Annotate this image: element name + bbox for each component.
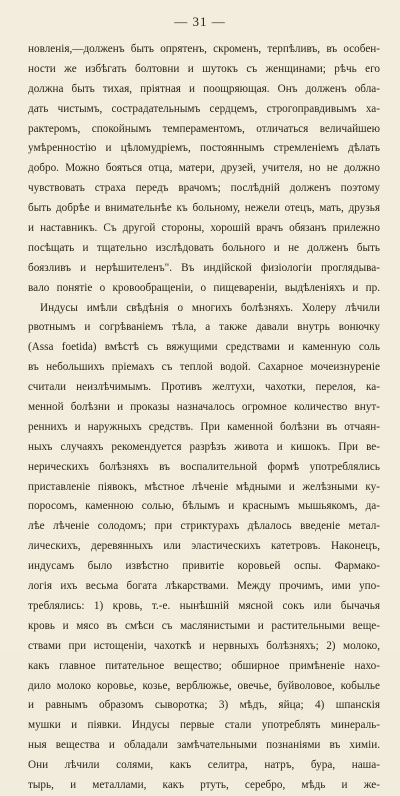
text-line: ствами при истощеніи, чахоткѣ и нервныхъ болѣзняхъ; 2) молоко, [28,639,380,652]
text-line: должна быть тихая, пріятная и поощряющая. Онъ долженъ обла- [28,82,380,95]
text-line: въ небольшихъ пріемахъ съ теплой водой. Сахарное мочеизнуреніе [28,361,380,374]
text-line: считали неизлѣчимымъ. Противъ желтухи, чахотки, перелоя, ка- [28,381,380,394]
text-line: быть добрѣе и внимательнѣе къ больному, нежели отецъ, мать, друзья [28,202,380,215]
text-line: мушки и піявки. Индусы первые стали употреблять минераль- [28,719,380,732]
text-line: лическихъ, деревянныхъ или эластическихъ катетровъ. Наконецъ, [28,540,380,553]
page-number: — 31 — [174,14,226,29]
text-line: и наставникъ. Съ другой стороны, хорошій врачъ обязанъ прилежно [28,222,380,235]
text-line: какъ главное питательное вещество; обширное примѣненіе нахо- [28,659,380,672]
text-line: новленія,—долженъ быть опрятенъ, скроменъ, терпѣливъ, въ особен- [28,43,380,55]
text-line: рвотнымъ и согрѣваніемъ тѣла, а также давали внутрь вонючку [28,321,380,334]
text-line: добро. Можно бояться отца, матери, друзей, учителя, но не должно [28,162,380,175]
text-line: индусамъ было извѣстно привитіе коровьей оспы. Фармако- [28,560,380,573]
text-line: (Assa foetida) вмѣстѣ съ вяжущими средствами и каменную соль [28,341,380,354]
text-line: нерическихъ болѣзняхъ въ воспалительной формѣ употреблялись [28,460,380,473]
text-line: и равнымъ образомъ сыворотка; 3) мѣдъ, яйца; 4) шпанскія [28,699,380,712]
text-line: посѣщать и тщательно изслѣдовать больного и не долженъ быть [28,241,380,254]
text-line: дать чистымъ, сострадательнымъ сердцемъ, строгоправдивымъ ха- [28,102,380,115]
text-line: треблялись: 1) кровь, т.-е. нынѣшній мясной сокъ или бычачья [28,599,380,612]
body-text [28,40,380,796]
text-line: рактеромъ, спокойнымъ темпераментомъ, отличаться величайшею [28,122,380,135]
text-line: чувствовать страха передъ врачомъ; послѣдній долженъ поэтому [28,182,380,195]
text-line: лѣе лѣченіе солодомъ; при стриктурахъ дѣлалось введеніе метал- [28,520,380,533]
text-line: кровь и мясо въ смѣси съ маслянистыми и растительными веще- [28,619,380,632]
text-line: умѣренностію и цѣломудріемъ, постояннымъ стремленіемъ дѣлать [28,142,380,155]
text-line: вало понятіе о кровообращеніи, о пищевареніи, выдѣленіяхъ и пр. [28,281,380,294]
text-line: ныя вещества и обладали замѣчательными познаніями въ химіи. [28,739,380,752]
text-line: дило молоко коровье, козье, верблюжье, овечье, буйволовое, кобылье [28,679,380,692]
text-line: тырь, и металлами, какъ ртуть, серебро, мѣдь и же- [28,778,380,791]
text-line: поросомъ, каменною солью, бѣлымъ и краснымъ мышьякомъ, да- [28,500,380,513]
text-line: Они лѣчили солями, какъ селитра, натръ, бура, нашa- [28,759,380,772]
text-line: реннихъ и наружныхъ средствъ. При каменной болѣзни въ отчаян- [28,420,380,433]
text-line: логія ихъ весьма богата лѣкарствами. Между прочимъ, ими упо- [28,580,380,593]
text-line: боязливъ и нерѣшителенъ". Въ индійской физіологіи проглядыва- [28,261,380,274]
text-line: приставленіе піявокъ, мѣстное лѣченіе мѣдными и желѣзными ку- [28,480,380,493]
text-line: ности же избѣгать болтовни и шутокъ съ женщинами; рѣчь его [28,62,380,75]
text-line: менной болѣзни и проказы назначалось огромное количество внут- [28,401,380,414]
text-line: Индусы имѣли свѣдѣнія о многихъ болѣзняхъ. Холеру лѣчили [40,301,380,314]
text-line: ныхъ случаяхъ рекомендуется разрѣзъ живота и кишокъ. При ве- [28,440,380,453]
